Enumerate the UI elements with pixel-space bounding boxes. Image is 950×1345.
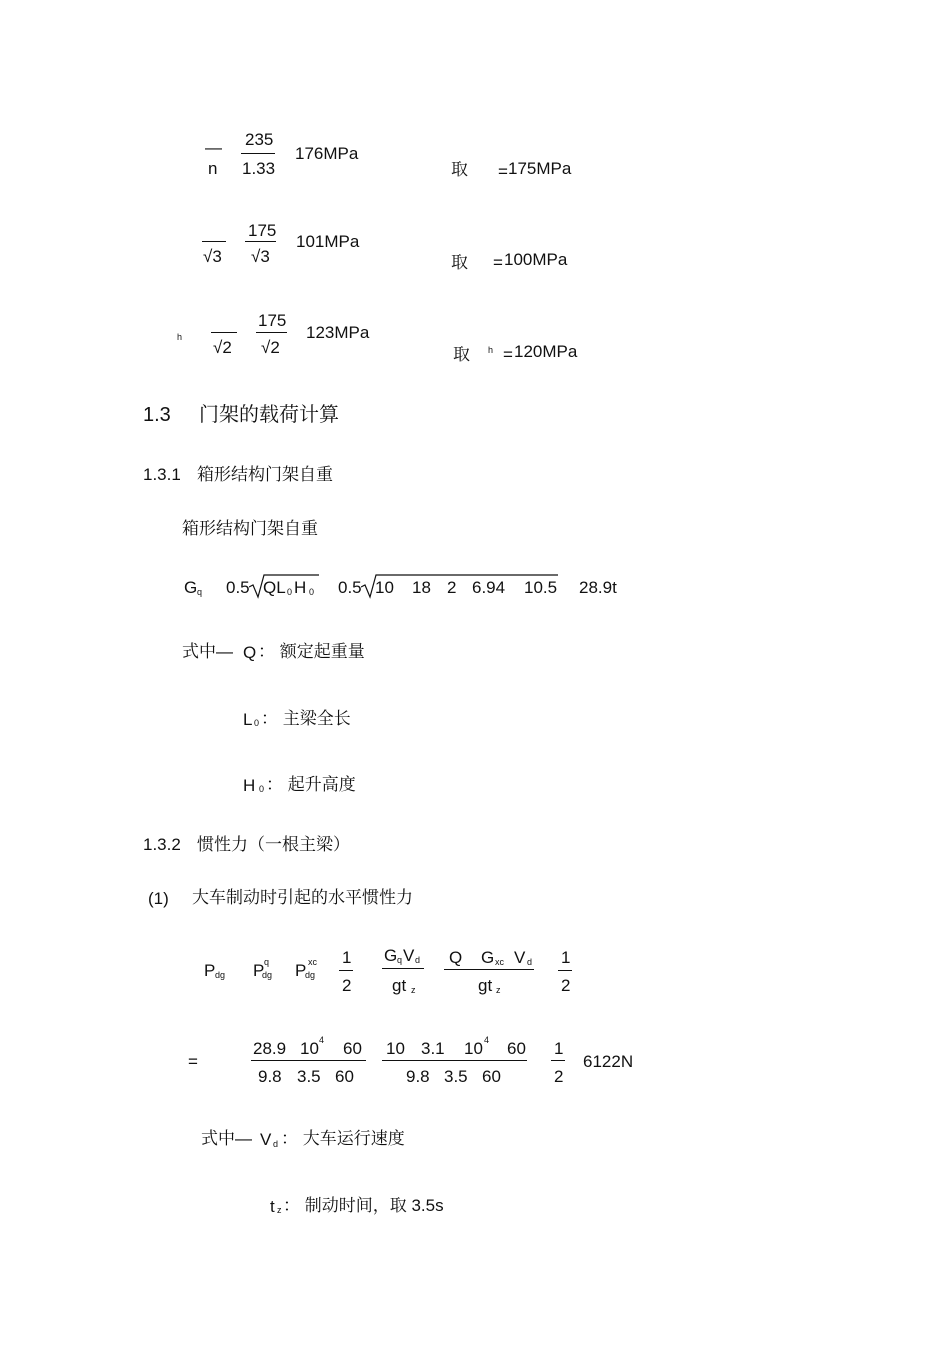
denominator-gt: gt bbox=[392, 976, 407, 995]
subscript-h: h bbox=[488, 345, 494, 355]
sqrt2-denominator: √2 bbox=[213, 338, 232, 357]
subscript-0: 0 bbox=[259, 784, 265, 794]
exponent: 4 bbox=[319, 1035, 325, 1045]
take-label: 取 bbox=[453, 345, 470, 364]
sqrt3-denominator: √3 bbox=[203, 247, 222, 266]
half-denominator: 2 bbox=[561, 976, 571, 995]
subscript-0: 0 bbox=[287, 587, 293, 597]
fraction-bar bbox=[251, 1060, 366, 1061]
safety-factor-n: n bbox=[208, 159, 218, 178]
half-denominator: 2 bbox=[554, 1067, 564, 1086]
denominator-value: 9.8 bbox=[258, 1067, 282, 1086]
subscript-dg: dg bbox=[262, 970, 273, 980]
fraction-bar bbox=[558, 970, 572, 971]
radicand-value: 10.5 bbox=[524, 578, 558, 597]
radicand-value: 18 bbox=[412, 578, 431, 597]
subscript-d: d bbox=[415, 955, 421, 965]
fraction-bar bbox=[382, 1060, 527, 1061]
equals: = bbox=[493, 253, 503, 272]
equals: = bbox=[503, 345, 513, 364]
symbol-g: G bbox=[184, 578, 198, 597]
fraction-bar bbox=[202, 241, 226, 242]
subscript-q: q bbox=[197, 587, 203, 597]
numerator: 175 bbox=[258, 311, 287, 330]
symbol-p: P bbox=[204, 961, 216, 980]
fraction-bar bbox=[241, 153, 275, 154]
radicand-value: 2 bbox=[447, 578, 457, 597]
coefficient: 0.5 bbox=[338, 578, 362, 597]
fraction-bar bbox=[339, 970, 353, 971]
where-label: 式中— bbox=[201, 1129, 252, 1148]
denominator-value: 3.5 bbox=[297, 1067, 321, 1086]
take-label: 取 bbox=[451, 160, 468, 179]
take-label: 取 bbox=[451, 253, 468, 272]
numerator-value: 60 bbox=[343, 1039, 362, 1058]
denominator-value: 60 bbox=[482, 1067, 501, 1086]
taken-value: 120MPa bbox=[514, 342, 578, 361]
denominator: 1.33 bbox=[242, 159, 276, 178]
definition-h0: ： 起升高度 bbox=[266, 775, 356, 794]
numerator-value: 10 bbox=[386, 1039, 405, 1058]
numerator-value: 60 bbox=[507, 1039, 526, 1058]
subscript-q: q bbox=[397, 955, 403, 965]
symbol-v: V bbox=[403, 946, 415, 965]
result-value: 28.9t bbox=[579, 578, 617, 597]
symbol-p: P bbox=[295, 961, 307, 980]
subscript-z: z bbox=[496, 985, 501, 995]
symbol-p: P bbox=[253, 961, 265, 980]
subscript-0: 0 bbox=[254, 718, 260, 728]
fraction-bar bbox=[551, 1060, 565, 1061]
subscript-d: d bbox=[527, 957, 533, 967]
subscript-xc: xc bbox=[495, 957, 504, 967]
subscript-dg: dg bbox=[215, 970, 226, 980]
symbol-h: H bbox=[243, 776, 256, 795]
denominator-value: 3.5 bbox=[444, 1067, 468, 1086]
section-title: 惯性力（一根主梁） bbox=[197, 835, 350, 854]
coefficient: 0.5 bbox=[226, 578, 250, 597]
where-label: 式中— bbox=[182, 642, 233, 661]
result-value: 6122N bbox=[583, 1052, 634, 1071]
symbol-t: t bbox=[270, 1197, 275, 1216]
half-numerator: 1 bbox=[342, 948, 352, 967]
subscript-h: h bbox=[177, 332, 183, 342]
sqrt3-denominator-2: √3 bbox=[251, 247, 270, 266]
section-title: 箱形结构门架自重 bbox=[197, 465, 333, 484]
radicand-ql: QL bbox=[263, 578, 286, 597]
numerator-value: 28.9 bbox=[253, 1039, 287, 1058]
symbol-q: Q bbox=[449, 948, 463, 967]
numerator-value: 3.1 bbox=[421, 1039, 445, 1058]
section-number: 1.3.2 bbox=[143, 835, 181, 854]
section-number: 1.3.1 bbox=[143, 465, 181, 484]
section-title: 门架的载荷计算 bbox=[199, 404, 339, 426]
radicand-h: H bbox=[294, 578, 307, 597]
result-value: 176MPa bbox=[295, 144, 359, 163]
symbol-l: L bbox=[243, 710, 253, 729]
superscript-xc: xc bbox=[308, 957, 317, 967]
equals: = bbox=[188, 1052, 198, 1071]
fraction-bar bbox=[245, 241, 276, 242]
subscript-d: d bbox=[273, 1139, 279, 1149]
fraction-bar bbox=[444, 969, 534, 970]
subscript-dg: dg bbox=[305, 970, 316, 980]
fraction-bar bbox=[256, 332, 287, 333]
symbol-v: V bbox=[514, 948, 526, 967]
symbol-v: V bbox=[260, 1130, 272, 1149]
result-value: 101MPa bbox=[296, 232, 360, 251]
fraction-bar bbox=[211, 332, 237, 333]
taken-value: 175MPa bbox=[508, 159, 572, 178]
definition-q: ： 额定起重量 bbox=[258, 642, 365, 661]
overline: — bbox=[205, 138, 222, 157]
item-text: 大车制动时引起的水平惯性力 bbox=[192, 888, 413, 907]
radicand-value: 10 bbox=[375, 578, 394, 597]
subscript-z: z bbox=[411, 985, 416, 995]
definition-vd: ： 大车运行速度 bbox=[281, 1129, 405, 1148]
taken-value: 100MPa bbox=[504, 250, 568, 269]
denominator-value: 9.8 bbox=[406, 1067, 430, 1086]
item-number: (1) bbox=[148, 889, 169, 908]
subscript-0: 0 bbox=[309, 587, 315, 597]
fraction-bar bbox=[382, 968, 424, 969]
half-denominator: 2 bbox=[342, 976, 352, 995]
paragraph-selfweight: 箱形结构门架自重 bbox=[182, 519, 318, 538]
superscript-q: q bbox=[264, 957, 270, 967]
numerator: 235 bbox=[245, 130, 274, 149]
half-numerator: 1 bbox=[561, 948, 571, 967]
half-numerator: 1 bbox=[554, 1039, 564, 1058]
denominator-value: 60 bbox=[335, 1067, 354, 1086]
symbol-g: G bbox=[384, 946, 398, 965]
denominator-gt: gt bbox=[478, 976, 493, 995]
definition-l0: ： 主梁全长 bbox=[261, 709, 351, 728]
equals: = bbox=[498, 162, 508, 181]
sqrt2-denominator-2: √2 bbox=[261, 338, 280, 357]
numerator: 175 bbox=[248, 221, 277, 240]
exponent: 4 bbox=[484, 1035, 490, 1045]
radicand-value: 6.94 bbox=[472, 578, 506, 597]
subscript-z: z bbox=[277, 1205, 282, 1215]
numerator-value: 10 bbox=[300, 1039, 319, 1058]
result-value: 123MPa bbox=[306, 323, 370, 342]
section-number: 1.3 bbox=[143, 404, 171, 426]
definition-tz: ： 制动时间，取 3.5s bbox=[283, 1196, 444, 1215]
symbol-g: G bbox=[481, 948, 495, 967]
numerator-value: 10 bbox=[464, 1039, 483, 1058]
symbol-q: Q bbox=[243, 643, 257, 662]
